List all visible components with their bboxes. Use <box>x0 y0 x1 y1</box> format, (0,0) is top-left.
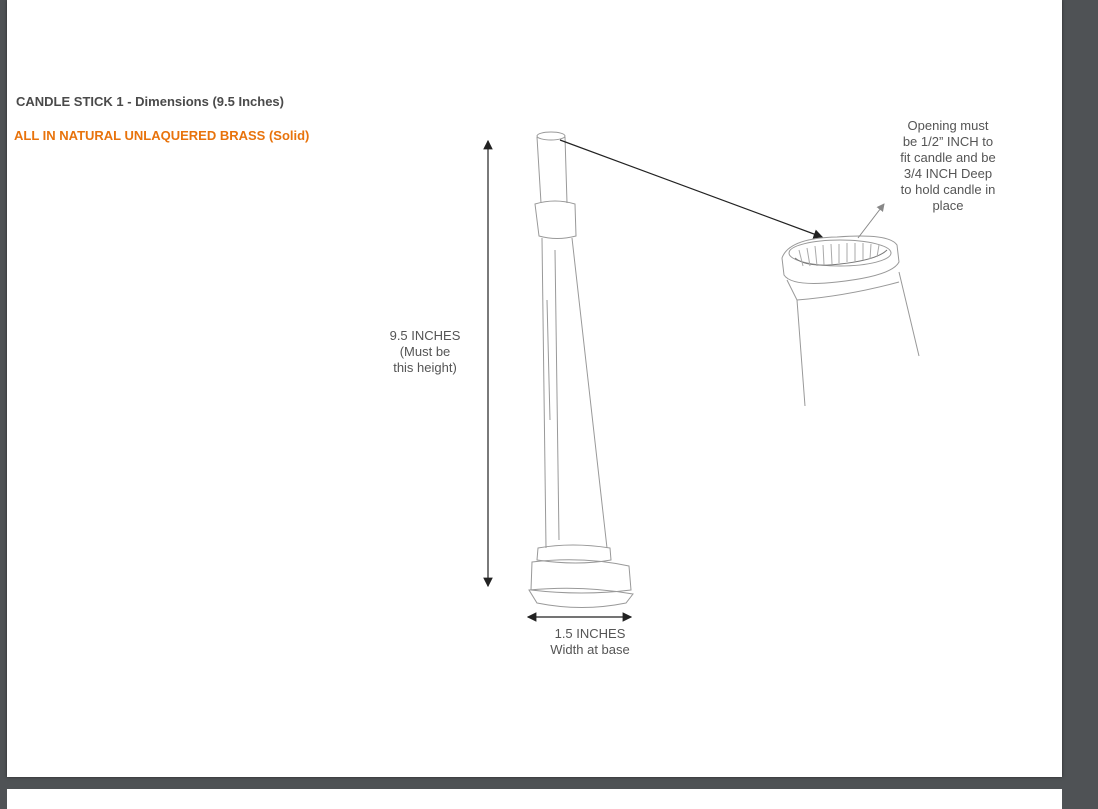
page-title: CANDLE STICK 1 - Dimensions (9.5 Inches) <box>16 94 284 109</box>
document-page <box>7 0 1062 777</box>
detail-leader-arrow <box>560 140 822 237</box>
opening-note-line-2: be 1/2” INCH to <box>902 134 994 149</box>
opening-note <box>887 118 1009 214</box>
candlestick-sketch <box>7 0 1062 777</box>
opening-note-line-5: to hold candle in <box>900 182 996 197</box>
height-note-line-2: (Must be <box>399 344 451 359</box>
height-note-line-3: this height) <box>393 360 457 375</box>
width-note-line-2: Width at base <box>550 642 630 657</box>
opening-pointer-arrow <box>858 204 884 238</box>
material-note: ALL IN NATURAL UNLAQUERED BRASS (Solid) <box>14 128 310 143</box>
opening-detail-drawing <box>782 236 919 406</box>
opening-note-line-4: 3/4 INCH Deep <box>903 166 993 181</box>
width-note-line-1: 1.5 INCHES <box>554 626 626 641</box>
next-page <box>7 789 1062 809</box>
height-note-line-1: 9.5 INCHES <box>389 328 461 343</box>
opening-note-line-6: place <box>932 198 964 213</box>
candlestick-drawing <box>529 132 633 608</box>
opening-note-line-1: Opening must <box>907 118 989 133</box>
height-note <box>380 328 470 376</box>
width-note <box>520 626 660 658</box>
opening-note-line-3: fit candle and be <box>900 150 996 165</box>
